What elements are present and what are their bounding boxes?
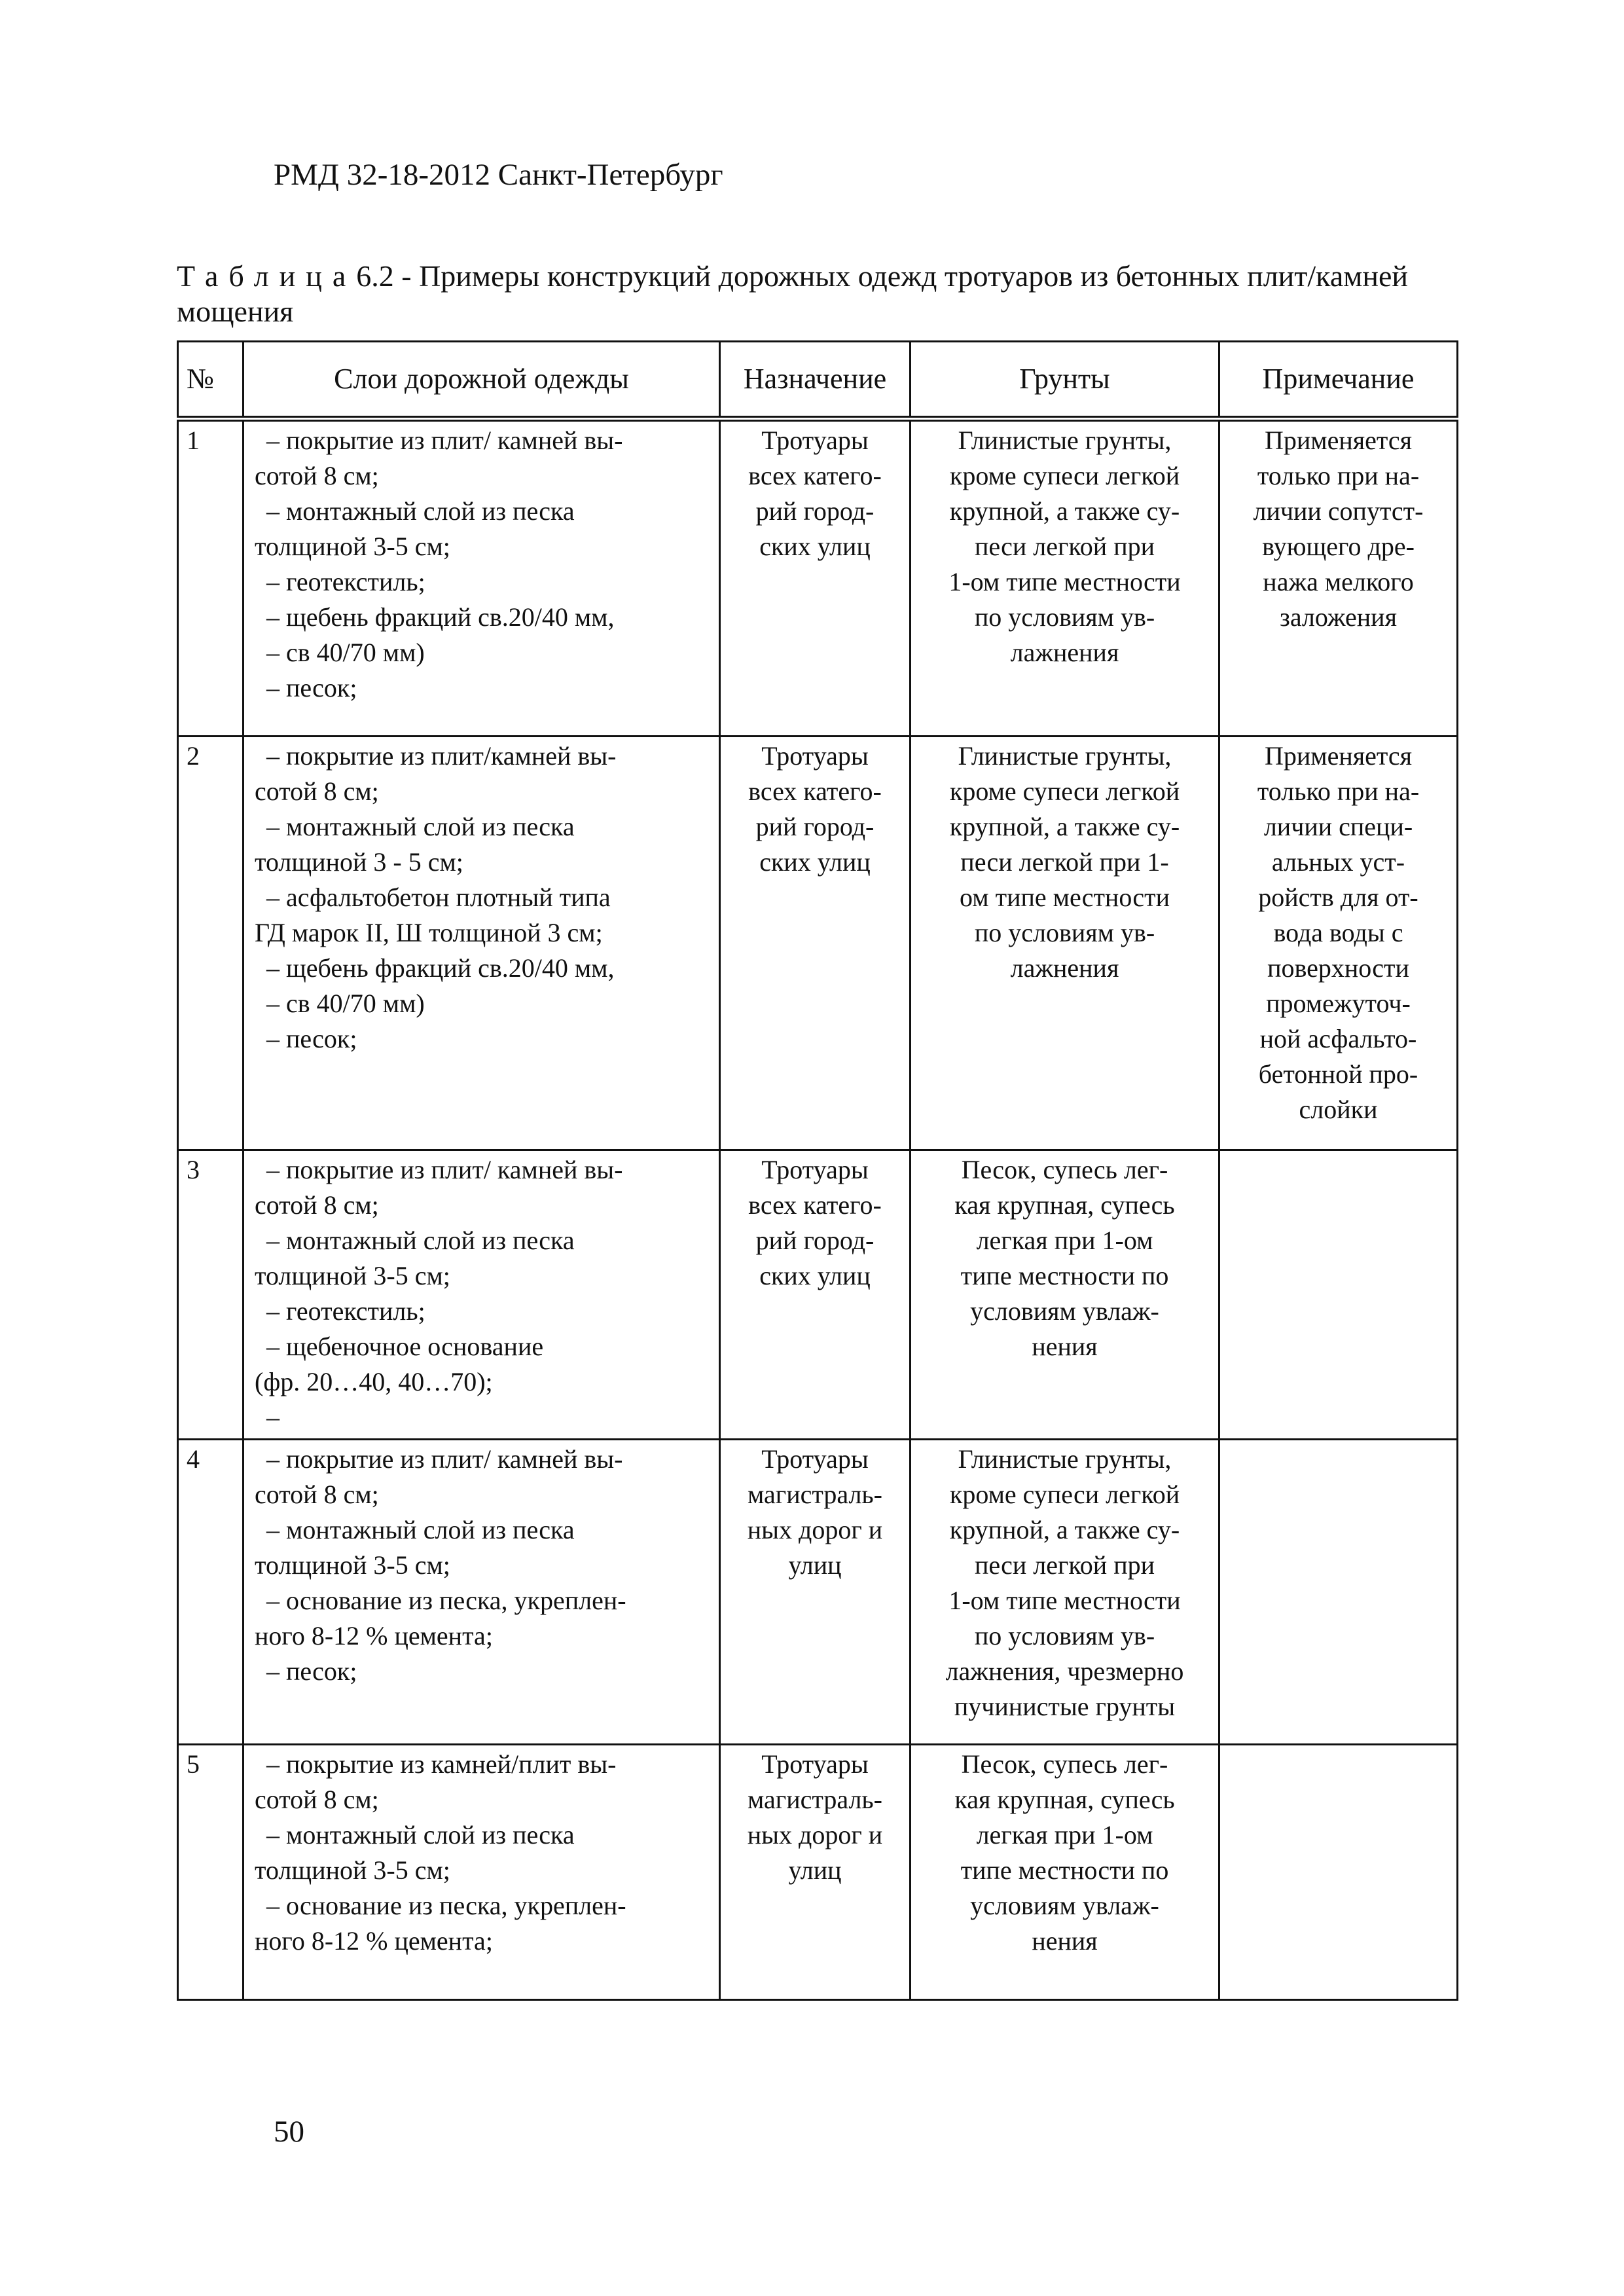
soil-line: песи легкой при 1- [960,847,1169,877]
soil-line: Глинистые грунты, [958,426,1172,455]
soil-line: по условиям ув- [974,602,1155,632]
soil-line: типе местности по [960,1855,1169,1885]
note-line: поверхности [1267,953,1409,983]
soil-line: Глинистые грунты, [958,1444,1172,1474]
purpose-line: рий город- [755,496,875,526]
soil-line: нения [1032,1926,1098,1956]
caption-text: - Примеры конструкций дорожных одежд тротуаров из бетонных плит/камней мощения [177,259,1409,328]
layers-cell [244,737,720,1150]
layer-line: сотой 8 см; [255,461,379,490]
purpose-cell [720,1150,911,1440]
purpose-line: Тротуары [761,426,869,455]
layer-line: – св 40/70 мм) [266,989,425,1018]
table-body [178,419,1458,2000]
note-line: ной асфальто- [1259,1024,1417,1053]
column-header-soils: Грунты [911,342,1219,419]
soil-line: 1-ом типе местности [948,1586,1181,1615]
layer-line: – геотекстиль; [266,567,425,596]
soil-line: крупной, а также су- [949,496,1180,526]
soils-cell [911,1745,1219,2000]
column-header-purpose: Назначение [720,342,911,419]
soil-line: лажнения [1010,953,1119,983]
purpose-line: ских улиц [759,1261,871,1290]
note-line: личии специ- [1263,812,1413,841]
note-line: только при на- [1257,461,1420,490]
soil-line: по условиям ув- [974,1621,1155,1650]
layer-line: – монтажный слой из песка [266,812,575,841]
soil-line: легкая при 1-ом [976,1226,1153,1255]
column-header-number: № [178,342,244,419]
caption-number: 6.2 [356,259,394,293]
soil-line: лажнения, чрезмерно [945,1656,1184,1686]
soil-line: песи легкой при [974,1550,1155,1580]
row-number: 3 [178,1150,244,1440]
layer-line: – покрытие из плит/ камней вы- [266,426,623,455]
soil-line: кая крупная, супесь [954,1785,1175,1814]
document-header: РМД 32-18-2012 Санкт-Петербург [274,158,723,192]
soil-line: крупной, а также су- [949,812,1180,841]
note-line: промежуточ- [1266,989,1411,1018]
layer-line: толщиной 3-5 см; [255,1550,450,1580]
layer-line: (фр. 20…40, 40…70); [255,1367,493,1396]
layers-cell [244,419,720,737]
table-row [178,419,1458,737]
soil-line: кроме супеси легкой [949,461,1180,490]
table-row [178,1745,1458,2000]
layer-line: – покрытие из плит/камней вы- [266,741,617,771]
purpose-line: рий город- [755,1226,875,1255]
layer-line: сотой 8 см; [255,1190,379,1220]
layer-line: толщиной 3-5 см; [255,1855,450,1885]
soil-line: 1-ом типе местности [948,567,1181,596]
layer-line: сотой 8 см; [255,776,379,806]
soil-line: условиям увлаж- [970,1296,1159,1326]
column-header-layers: Слои дорожной одежды [244,342,720,419]
purpose-line: улиц [788,1855,842,1885]
note-line: вода воды с [1273,918,1403,947]
layer-line: – монтажный слой из песка [266,1226,575,1255]
purpose-cell [720,1745,911,2000]
soil-line: Песок, супесь лег- [961,1749,1168,1779]
note-line: альных уст- [1271,847,1405,877]
soils-cell [911,419,1219,737]
layers-cell [244,1745,720,2000]
note-cell [1219,1440,1458,1745]
layer-line: сотой 8 см; [255,1480,379,1509]
soil-line: условиям увлаж- [970,1891,1159,1920]
table-row [178,1150,1458,1440]
purpose-cell [720,1440,911,1745]
layer-line: – песок; [266,1024,357,1053]
purpose-line: всех катего- [748,776,882,806]
soil-line: пучинистые грунты [954,1692,1176,1721]
purpose-line: рий город- [755,812,875,841]
layer-line: – основание из песка, укреплен- [266,1891,626,1920]
soil-line: Глинистые грунты, [958,741,1172,771]
layers-cell [244,1440,720,1745]
pavement-table [177,340,1458,2001]
table-caption [177,259,1447,329]
purpose-line: Тротуары [761,1749,869,1779]
layer-line: – щебеночное основание [266,1332,544,1361]
layer-line: – св 40/70 мм) [266,638,425,667]
soils-cell [911,1440,1219,1745]
note-cell [1219,1150,1458,1440]
layer-line: толщиной 3-5 см; [255,1261,450,1290]
note-line: нажа мелкого [1263,567,1414,596]
layers-cell [244,1150,720,1440]
layer-line: – покрытие из плит/ камней вы- [266,1444,623,1474]
row-number: 4 [178,1440,244,1745]
note-line: личии сопутст- [1253,496,1424,526]
note-cell [1219,419,1458,737]
purpose-cell [720,419,911,737]
note-line: слойки [1299,1095,1378,1124]
layer-line: толщиной 3-5 см; [255,532,450,561]
layer-line: – покрытие из плит/ камней вы- [266,1155,623,1184]
soil-line: кая крупная, супесь [954,1190,1175,1220]
layer-line: – монтажный слой из песка [266,496,575,526]
layer-line: – основание из песка, укреплен- [266,1586,626,1615]
note-line: ройств для от- [1258,883,1418,912]
soil-line: легкая при 1-ом [976,1820,1153,1850]
soil-line: песи легкой при [974,532,1155,561]
purpose-line: ских улиц [759,847,871,877]
column-header-note: Примечание [1219,342,1458,419]
layer-line: ного 8-12 % цемента; [255,1621,493,1650]
layer-line: ного 8-12 % цемента; [255,1926,493,1956]
purpose-line: ных дорог и [747,1820,883,1850]
soil-line: ом типе местности [960,883,1170,912]
purpose-line: Тротуары [761,741,869,771]
soil-line: лажнения [1010,638,1119,667]
purpose-line: всех катего- [748,461,882,490]
purpose-line: магистраль- [748,1785,882,1814]
purpose-line: магистраль- [748,1480,882,1509]
soil-line: кроме супеси легкой [949,1480,1180,1509]
layer-line: сотой 8 см; [255,1785,379,1814]
purpose-line: ных дорог и [747,1515,883,1544]
note-line: вующего дре- [1262,532,1415,561]
layer-line: – асфальтобетон плотный типа [266,883,611,912]
purpose-line: Тротуары [761,1444,869,1474]
table-row [178,1440,1458,1745]
layer-line: – песок; [266,673,357,702]
note-line: бетонной про- [1258,1059,1418,1089]
row-number: 2 [178,737,244,1150]
note-line: Применяется [1264,426,1413,455]
table-row [178,737,1458,1150]
row-number: 5 [178,1745,244,2000]
note-cell [1219,737,1458,1150]
purpose-cell [720,737,911,1150]
soil-line: кроме супеси легкой [949,776,1180,806]
purpose-line: улиц [788,1550,842,1580]
layer-line: – покрытие из камней/плит вы- [266,1749,617,1779]
caption-label: Таблица [177,259,357,293]
layer-line: – геотекстиль; [266,1296,425,1326]
page-number: 50 [274,2115,304,2149]
soil-line: нения [1032,1332,1098,1361]
layer-line: – щебень фракций св.20/40 мм, [266,953,615,983]
note-line: заложения [1280,602,1397,632]
layer-line: толщиной 3 - 5 см; [255,847,463,877]
layer-line: – [266,1402,280,1432]
soil-line: по условиям ув- [974,918,1155,947]
soil-line: типе местности по [960,1261,1169,1290]
note-line: Применяется [1264,741,1413,771]
note-line: только при на- [1257,776,1420,806]
table-header-row [178,342,1458,419]
soils-cell [911,737,1219,1150]
soils-cell [911,1150,1219,1440]
note-cell [1219,1745,1458,2000]
layer-line: ГД марок II, Ш толщиной 3 см; [255,918,603,947]
layer-line: – монтажный слой из песка [266,1515,575,1544]
row-number: 1 [178,419,244,737]
layer-line: – монтажный слой из песка [266,1820,575,1850]
purpose-line: ских улиц [759,532,871,561]
purpose-line: Тротуары [761,1155,869,1184]
layer-line: – щебень фракций св.20/40 мм, [266,602,615,632]
purpose-line: всех катего- [748,1190,882,1220]
soil-line: крупной, а также су- [949,1515,1180,1544]
layer-line: – песок; [266,1656,357,1686]
soil-line: Песок, супесь лег- [961,1155,1168,1184]
